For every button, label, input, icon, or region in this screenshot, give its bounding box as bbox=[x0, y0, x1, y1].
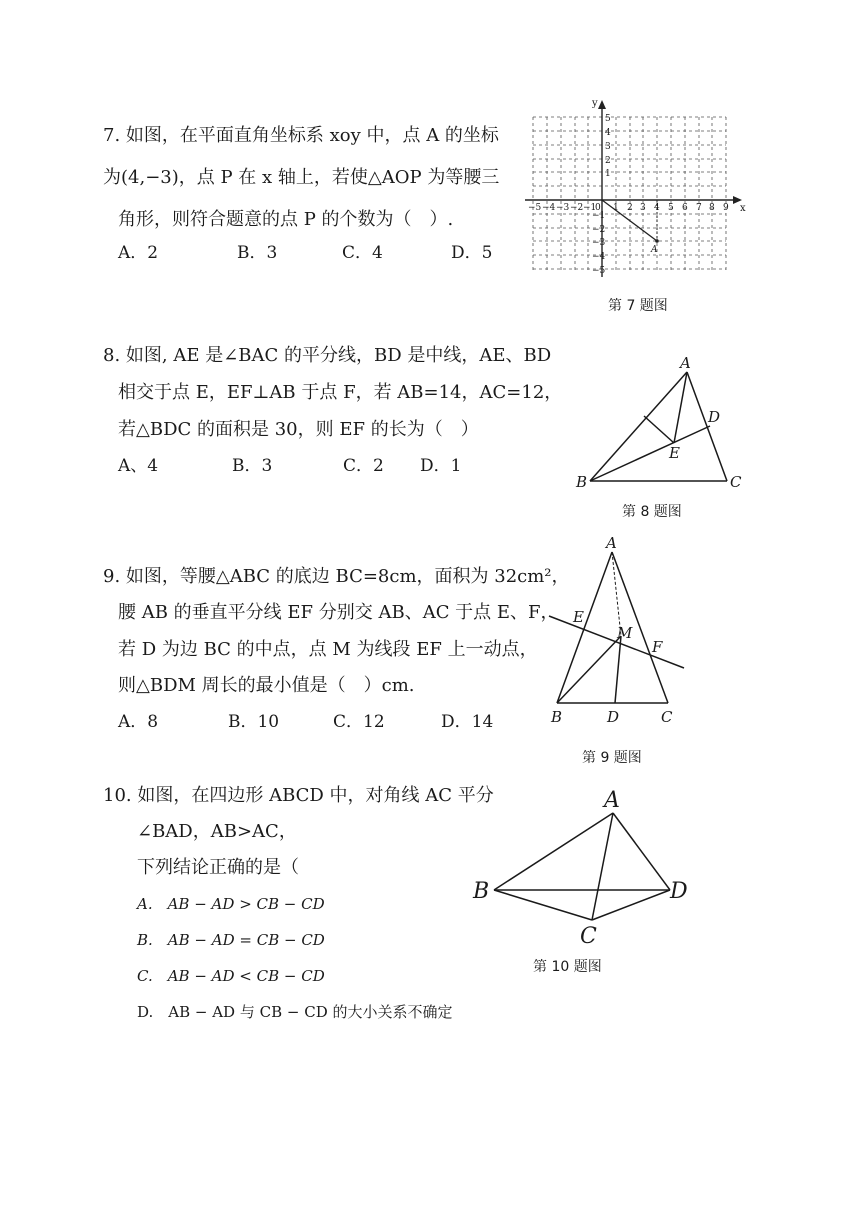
q10-label-a: A bbox=[604, 788, 620, 813]
q8-bisector-ae bbox=[674, 372, 687, 443]
q7-xtick: 6 bbox=[682, 203, 688, 213]
q9-segment-bm bbox=[557, 636, 621, 703]
q9-label-a: A bbox=[606, 534, 617, 552]
q7-ytick: 1 bbox=[605, 169, 611, 179]
q7-text-line-3: 角形，则符合题意的点 P 的个数为（ ）. bbox=[118, 209, 454, 230]
q9-option-d: D．14 bbox=[441, 712, 494, 732]
q7-xtick: −1 bbox=[583, 203, 597, 213]
q10-side-bc bbox=[494, 890, 592, 920]
q10-side-cd bbox=[592, 890, 670, 920]
q7-x-axis-label: x bbox=[740, 203, 746, 214]
q10-caption: 第 10 题图 bbox=[533, 959, 602, 975]
q8-text-line-3: 若△BDC 的面积是 30，则 EF 的长为（ ） bbox=[118, 419, 479, 440]
q7-xtick: 3 bbox=[640, 203, 646, 213]
q10-label-d: D bbox=[670, 879, 688, 904]
q9-caption: 第 9 题图 bbox=[582, 750, 642, 766]
q7-ytick: 5 bbox=[605, 114, 611, 124]
q10-text-line-1: 10. 如图，在四边形 ABCD 中，对角线 AC 平分 bbox=[103, 785, 494, 806]
q10-text-line-3: 下列结论正确的是（ bbox=[137, 857, 299, 878]
q9-triangle-figure bbox=[545, 532, 690, 730]
q7-xtick: 5 bbox=[668, 203, 674, 213]
q9-label-b: B bbox=[551, 708, 563, 726]
q10-side-ad bbox=[613, 813, 670, 890]
q9-text-line-3: 若 D 为边 BC 的中点，点 M 为线段 EF 上一动点， bbox=[118, 639, 538, 660]
q7-ytick: 4 bbox=[605, 128, 611, 138]
q7-ytick: −3 bbox=[592, 238, 606, 248]
q7-xtick: 2 bbox=[627, 203, 633, 213]
q7-ytick: −1 bbox=[592, 211, 606, 221]
q8-text-line-2: 相交于点 E，EF⊥AB 于点 F，若 AB=14，AC=12， bbox=[118, 382, 563, 403]
q8-option-b: B．3 bbox=[232, 456, 273, 476]
q7-xtick: 4 bbox=[654, 203, 660, 213]
q7-ytick: −4 bbox=[592, 252, 606, 262]
q7-point-a-label: A bbox=[651, 245, 658, 255]
q7-xtick: −3 bbox=[556, 203, 570, 213]
q8-label-e: E bbox=[669, 444, 680, 462]
q7-option-b: B．3 bbox=[237, 243, 278, 263]
q7-option-d: D．5 bbox=[451, 243, 493, 263]
q7-ytick: −2 bbox=[592, 225, 606, 235]
q7-xtick: −2 bbox=[570, 203, 584, 213]
q9-segment-dm bbox=[615, 636, 621, 703]
q8-option-d: D．1 bbox=[420, 456, 462, 476]
q9-label-d: D bbox=[607, 708, 620, 726]
q7-ytick: 3 bbox=[605, 142, 611, 152]
q8-option-c: C．2 bbox=[343, 456, 384, 476]
q9-label-m: M bbox=[617, 624, 633, 642]
q7-xtick: 0 bbox=[595, 203, 601, 213]
q8-label-c: C bbox=[730, 473, 742, 491]
q7-coordinate-figure bbox=[520, 95, 750, 280]
q7-xtick: 9 bbox=[723, 203, 729, 213]
q7-xtick: −5 bbox=[528, 203, 542, 213]
q7-ytick: −5 bbox=[592, 266, 606, 276]
q7-option-c: C．4 bbox=[342, 243, 383, 263]
q10-diagonal-ac bbox=[592, 813, 613, 920]
q10-label-b: B bbox=[473, 879, 490, 904]
q10-side-ab bbox=[494, 813, 613, 890]
q7-xtick: −4 bbox=[542, 203, 556, 213]
q9-side-ab bbox=[557, 552, 612, 703]
q8-triangle-figure bbox=[570, 350, 750, 495]
q9-option-c: C．12 bbox=[333, 712, 385, 732]
q10-quadrilateral-figure bbox=[470, 785, 700, 950]
q9-label-e: E bbox=[573, 608, 584, 626]
q7-xtick: 7 bbox=[696, 203, 702, 213]
q7-text-line-1: 7. 如图，在平面直角坐标系 xoy 中，点 A 的坐标 bbox=[103, 125, 499, 146]
q10-option-d: D. AB − AD 与 CB − CD 的大小关系不确定 bbox=[137, 1003, 453, 1021]
q7-caption: 第 7 题图 bbox=[608, 298, 668, 314]
q8-side-ac bbox=[687, 372, 727, 481]
q8-label-b: B bbox=[576, 473, 588, 491]
q7-text-line-2: 为(4,−3)，点 P 在 x 轴上，若使△AOP 为等腰三 bbox=[103, 167, 500, 188]
q9-option-b: B．10 bbox=[228, 712, 280, 732]
q7-point-a-dot bbox=[655, 239, 659, 243]
q10-option-c: C. AB − AD < CB − CD bbox=[137, 967, 325, 985]
q9-text-line-1: 9. 如图，等腰△ABC 的底边 BC=8cm，面积为 32cm²， bbox=[103, 566, 570, 587]
q10-text-line-2: ∠BAD，AB>AC， bbox=[137, 821, 297, 842]
q10-option-a: A. AB − AD > CB − CD bbox=[137, 895, 325, 913]
q8-option-a: A、4 bbox=[118, 456, 159, 476]
q9-option-a: A．8 bbox=[118, 712, 159, 732]
q8-label-d: D bbox=[708, 408, 721, 426]
q8-perpendicular-ef bbox=[644, 416, 674, 443]
q8-median-bd bbox=[590, 426, 710, 481]
q7-axes bbox=[525, 100, 742, 277]
q7-xtick: 1 bbox=[613, 203, 619, 213]
q7-xtick: 8 bbox=[709, 203, 715, 213]
q7-grid bbox=[533, 117, 726, 273]
q7-y-axis-label: y bbox=[592, 98, 598, 109]
q9-text-line-4: 则△BDM 周长的最小值是（ ）cm. bbox=[118, 675, 415, 696]
q9-label-c: C bbox=[661, 708, 673, 726]
q9-label-f: F bbox=[652, 638, 663, 656]
q8-caption: 第 8 题图 bbox=[622, 504, 682, 520]
q10-label-c: C bbox=[580, 924, 597, 949]
q9-text-line-2: 腰 AB 的垂直平分线 EF 分别交 AB、AC 于点 E、F， bbox=[118, 602, 559, 623]
q7-option-a: A．2 bbox=[118, 243, 159, 263]
q8-text-line-1: 8. 如图, AE 是∠BAC 的平分线，BD 是中线，AE、BD bbox=[103, 345, 552, 366]
q7-ytick: 2 bbox=[605, 156, 611, 166]
q8-label-a: A bbox=[680, 354, 691, 372]
q8-side-ab bbox=[590, 372, 687, 481]
q10-option-b: B. AB − AD = CB − CD bbox=[137, 931, 325, 949]
